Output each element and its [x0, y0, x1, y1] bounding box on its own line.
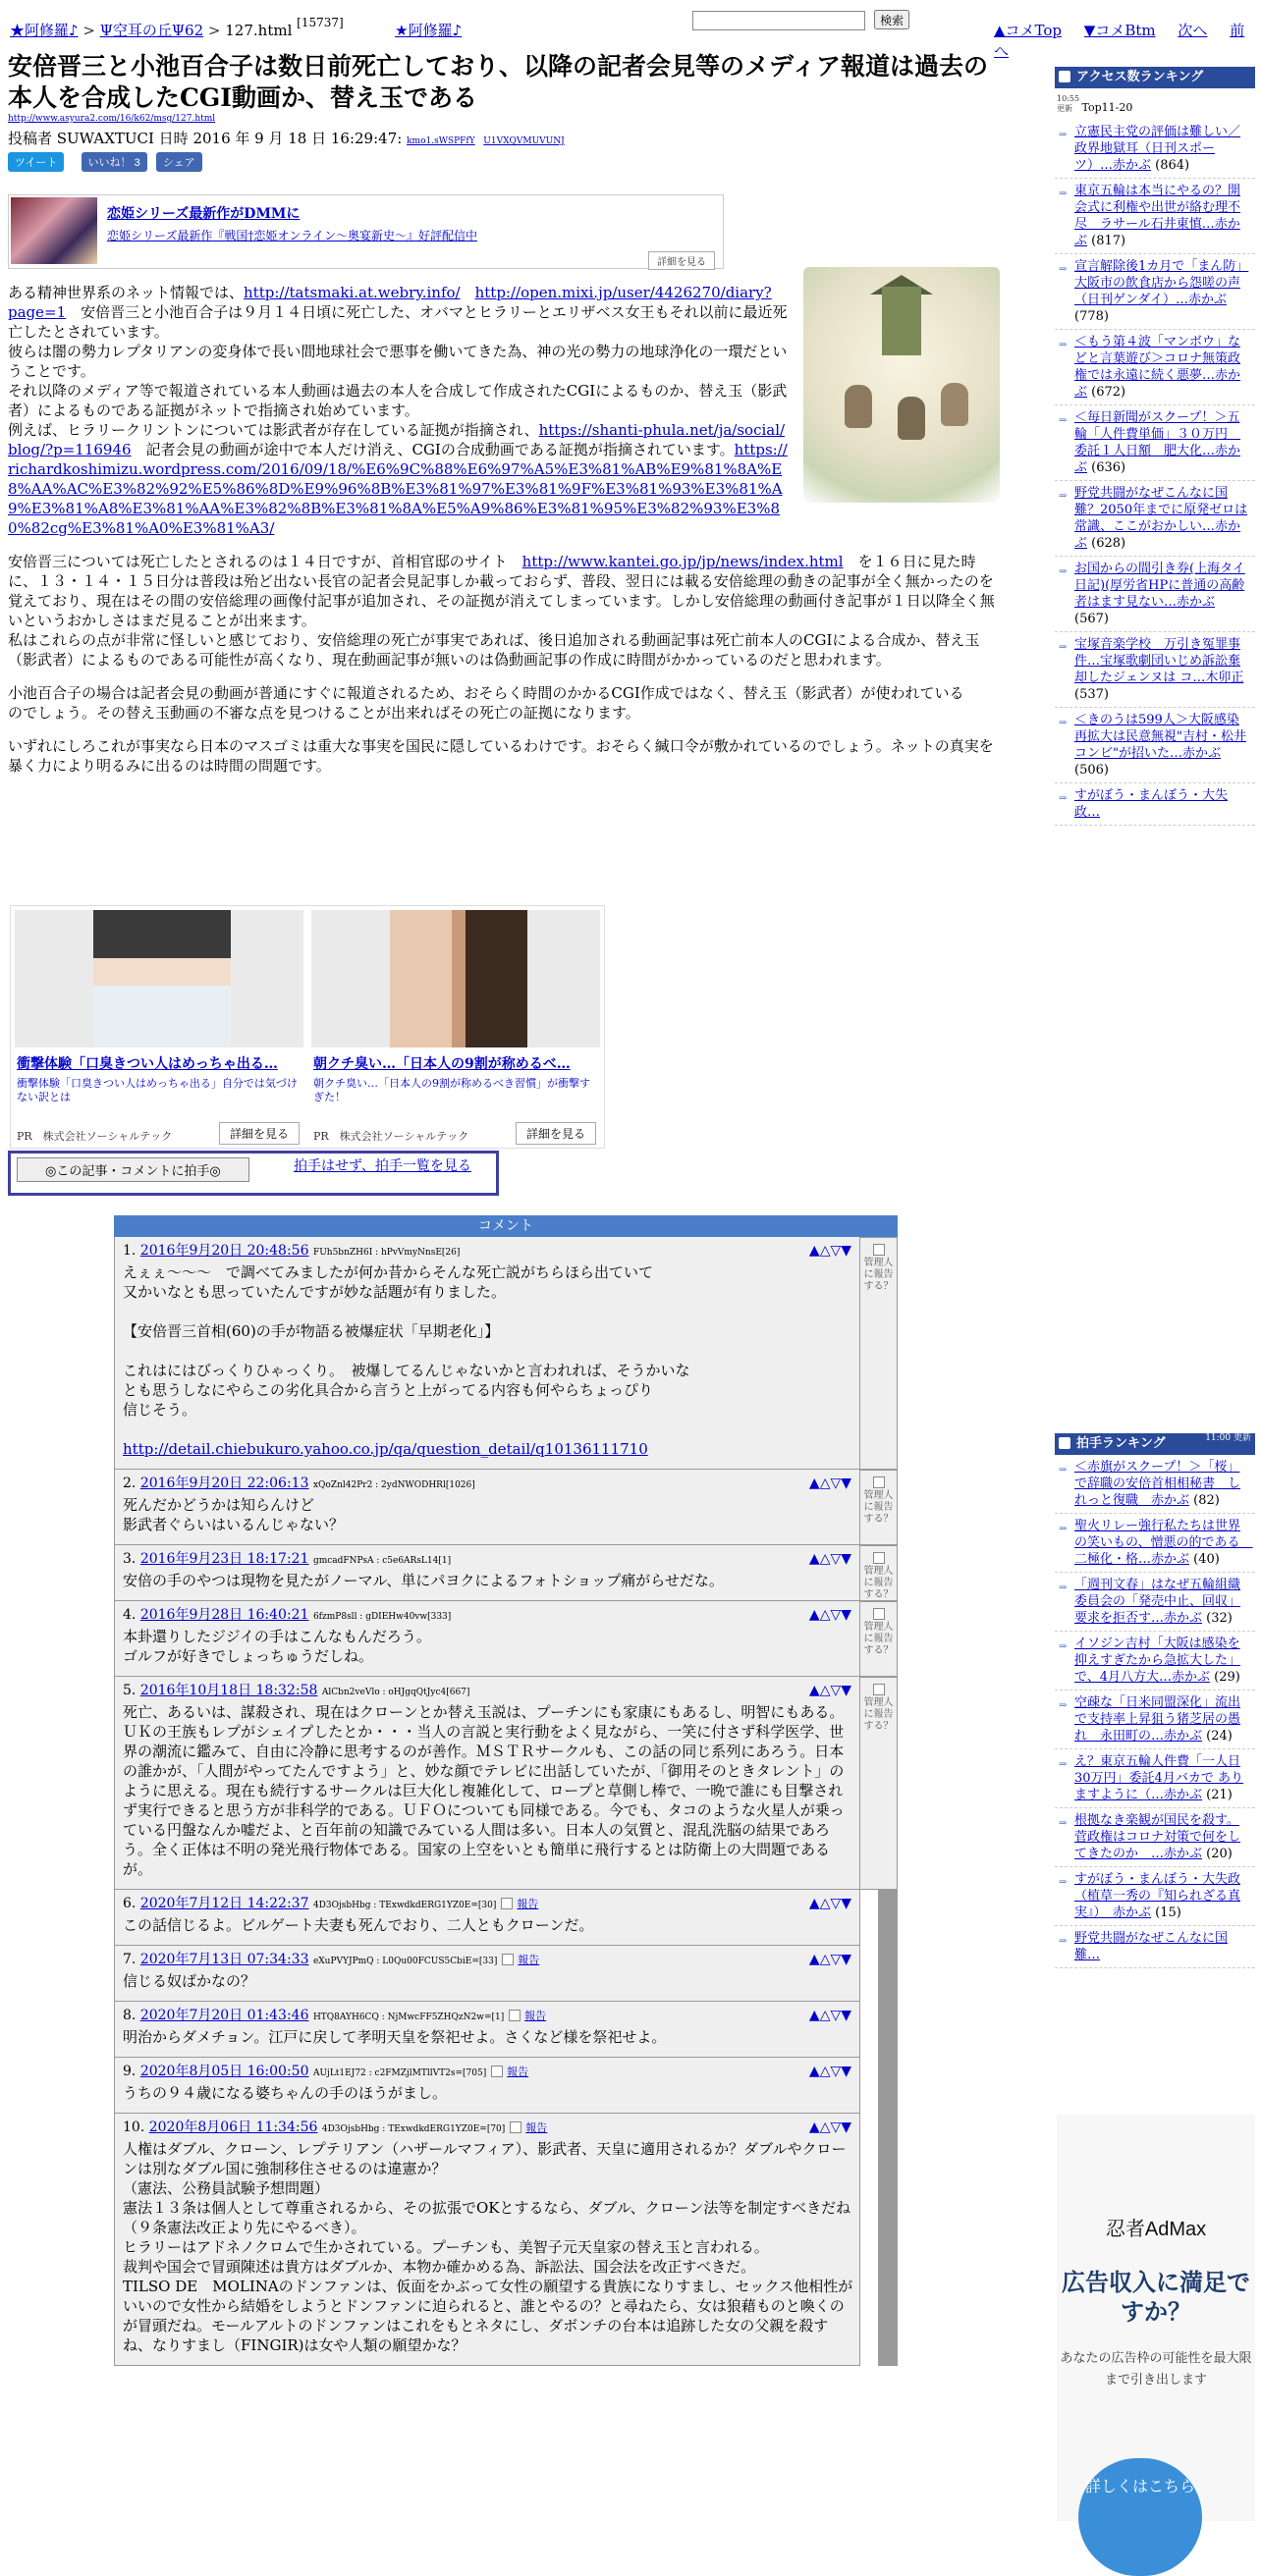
- comment-list: [114, 1237, 898, 2366]
- poster-id2-link[interactable]: U1VXQVMUVUNJ: [483, 136, 565, 146]
- bullet-icon: ⇒: [1059, 1877, 1068, 1888]
- ranking-item-count: (864): [1155, 158, 1190, 173]
- report-checkbox[interactable]: [509, 2010, 521, 2021]
- report-to-admin[interactable]: [860, 1470, 898, 1545]
- ad-description: 衝撃体験「口臭きつい人はめっちゃ出る」自分では気づけない訳とは: [17, 1077, 298, 1103]
- access-ranking-header: [1055, 67, 1255, 88]
- ranking-item[interactable]: [1055, 1749, 1255, 1808]
- report-to-admin[interactable]: [860, 1677, 898, 1890]
- ranking-item-count: (24): [1206, 1729, 1233, 1744]
- thread-file: 127.html: [225, 22, 293, 39]
- body-text: 記者会見の動画が途中で本人だけ消え、CGIの合成動画である証拠が指摘されています。: [131, 441, 735, 458]
- comment-text: 安倍の手のやつは現物を見たがノーマル、単にパヨクによるフォトショップ痛がらせだな。: [123, 1572, 724, 1589]
- comment-body: [114, 1237, 860, 1470]
- comment-text: [123, 1341, 853, 1361]
- ranking-title: アクセス数ランキング: [1076, 70, 1204, 84]
- ranking-item-count: (82): [1193, 1493, 1220, 1508]
- comment: [114, 2114, 898, 2366]
- ranking-item-link[interactable]: 宣言解除後1カ月で「まん防」大阪市の飲食店から怨嗟の声（日刊ゲンダイ）…赤かぶ: [1074, 259, 1249, 307]
- ranking-item[interactable]: [1055, 1573, 1255, 1632]
- body-text: 例えば、ヒラリークリントンについては影武者が存在している証拠が指摘され、: [8, 421, 539, 439]
- comment-text: 影武者ぐらいはいるんじゃない？: [123, 1516, 345, 1533]
- ranking-icon: [1059, 1437, 1070, 1449]
- comment-text: （憲法、公務員試験予想問題）: [123, 2179, 330, 2197]
- ranking-item[interactable]: [1055, 632, 1255, 708]
- comment-text: 本卦還りしたジジイの手はこんなもんだろう。: [123, 1628, 431, 1645]
- comment-number: 8.: [123, 2008, 137, 2023]
- ranking-item-link[interactable]: ＜毎日新聞がスクープ！＞五輪「人件費単価」３０万円 委託１人日額 肥大化…赤かぶ: [1074, 410, 1241, 475]
- ranking-item-count: (672): [1091, 385, 1126, 400]
- comment-header: [123, 2118, 853, 2139]
- comment: [114, 1946, 898, 2002]
- report-checkbox[interactable]: [501, 1898, 513, 1909]
- clap-box: [8, 1151, 499, 1196]
- comment-text: 信じそう。: [123, 1401, 197, 1419]
- ad-card[interactable]: [15, 910, 303, 1142]
- vote-arrows[interactable]: ▲△▽▼: [808, 1551, 851, 1567]
- sponsored-ads: [10, 905, 605, 1149]
- bullet-icon: ⇒: [1059, 642, 1068, 653]
- ranking-item-count: (40): [1193, 1552, 1220, 1567]
- vote-arrows[interactable]: ▲△▽▼: [808, 2120, 851, 2135]
- comment: [114, 1677, 898, 1890]
- bullet-icon: ⇒: [1059, 1759, 1068, 1770]
- ad-sponsor: PR 株式会社ソーシャルテック: [313, 1130, 469, 1143]
- comment-nav: [994, 20, 1261, 61]
- comment: [114, 1545, 898, 1601]
- ad-photo: [390, 910, 527, 1047]
- forum-link[interactable]: Ψ空耳の丘Ψ62: [99, 22, 204, 39]
- ad-card[interactable]: [311, 910, 600, 1142]
- comment-number: 3.: [123, 1551, 137, 1567]
- bullet-icon: ⇒: [1059, 1936, 1068, 1947]
- comment-author-ids: 6fzmP8sll : gDIEHw40vw[333]: [312, 1612, 452, 1622]
- bullet-icon: ⇒: [1059, 1465, 1068, 1476]
- comment-text: 信じる奴ばかなの？: [123, 1972, 256, 1990]
- comment-scrollbar: [878, 1890, 898, 1946]
- comment-number: 4.: [123, 1607, 137, 1623]
- comment-date-link[interactable]: 2020年8月06日 11:34:56: [148, 2120, 318, 2135]
- ranking-item-link[interactable]: お国からの間引き券(上海タイ日記)(厚労省HPに普通の高齢者はます見ない…赤かぶ: [1074, 562, 1245, 610]
- comment-text: うちの９４歳になる婆ちゃんの手のほうがまし。: [123, 2084, 448, 2102]
- comment-body: [114, 2002, 860, 2058]
- comment-author-ids: gmcadFNPsA : c5e6ARsL14[1]: [312, 1556, 452, 1566]
- ranking-item[interactable]: [1055, 557, 1255, 632]
- bullet-icon: ⇒: [1059, 1818, 1068, 1829]
- admax-subtext: あなたの広告枠の可能性を最大限まで引き出します: [1060, 2350, 1252, 2387]
- body-paragraph: [8, 283, 794, 538]
- report-link[interactable]: 報告: [517, 1898, 539, 1910]
- report-label: 管理人に報告する？: [863, 1566, 894, 1600]
- bullet-icon: ⇒: [1059, 264, 1068, 275]
- ranking-title: 拍手ランキング: [1076, 1436, 1166, 1451]
- ad-more-button[interactable]: 詳細を見る: [648, 251, 715, 270]
- comment-author-ids: HTQ8AYH6CQ : NjMwcFF5ZHQzN2w=[1]: [312, 2012, 505, 2022]
- comment-number: 6.: [123, 1896, 137, 1911]
- comment-text: [123, 1420, 853, 1439]
- comment-author-ids: xQoZnl42Pr2 : 2ydNWODHRl[1026]: [312, 1480, 475, 1490]
- ranking-icon: [1059, 71, 1070, 82]
- comment: [114, 1890, 898, 1946]
- ad-detail-button[interactable]: 詳細を見る: [219, 1122, 300, 1145]
- comment-text: TILSO DE MOLINAのドンファンは、仮面をかぶって女性の願望する貴族になりすまし、セックス他相性がいいので女性から結婚をしようとドンファンに迫られると、誰とやるの？と尋ねたら、女は狼藉ものと喚くのが冒頭だね。モールアルトのドンファンはこれをもとネタにし、ダボンチの台本は追跡した女の父親を殺すね、なりすまし（FINGIR)は女や人類の願望かな？: [123, 2278, 853, 2354]
- ranking-item-count: (506): [1074, 763, 1109, 778]
- bullet-icon: ⇒: [1059, 1583, 1068, 1593]
- comment-body: [114, 1601, 860, 1677]
- ranking-item-link[interactable]: ＜きのうは599人＞大阪感染再拡大は民意無視"吉村・松井コンビ"が招いた…赤かぶ: [1074, 713, 1246, 761]
- ranking-item[interactable]: [1055, 405, 1255, 481]
- comment-text: 裁判や国会で冒頭陳述は貴方はダブルか、本物か確かめる為、訴訟法、国会法を改正すべきだ。: [123, 2258, 756, 2276]
- report-label: 管理人に報告する？: [863, 1622, 894, 1656]
- body-text: 彼らは闇の勢力レプタリアンの変身体で長い間地球社会で悪事を働いてきた為、神の光の勢力の地球浄化の一環だということです。: [8, 343, 788, 380]
- comment-text: 明治からダメチョン。江戸に戻して孝明天皇を祭祀せよ。さくなど様を祭祀せよ。: [123, 2028, 667, 2046]
- body-text: 安倍晋三と小池百合子は９月１４日頃に死亡した、オバマとヒラリーとエリザベス女王もそれ以前に最近死亡したとされています。: [8, 303, 788, 341]
- comment-date-link[interactable]: 2020年8月05日 16:00:50: [139, 2064, 309, 2079]
- ranking-item-link[interactable]: 「週刊文春」はなぜ五輪組織委員会の「発売中止、回収」要求を拒否す…赤かぶ: [1074, 1578, 1241, 1626]
- ranking-item-link[interactable]: 宝塚音楽学校 万引き冤罪事件…宝塚歌劇団いじめ訴訟棄却したジェンヌは コ…木卯正: [1074, 637, 1244, 685]
- ranking-item-count: (567): [1074, 612, 1109, 626]
- ranking-item-link[interactable]: ＜赤旗がスクープ！＞「桜」で辞職の安倍首相相秘書 しれっと復職 赤かぶ: [1074, 1460, 1241, 1508]
- comment-scrollbar: [878, 2114, 898, 2366]
- body-paragraph: [8, 552, 1002, 670]
- report-label: 管理人に報告する？: [863, 1490, 894, 1525]
- comment-author-ids: 4D3OjsbHbg : TExwdkdERG1YZ0E=[30]: [312, 1901, 497, 1910]
- comment-body: [114, 2058, 860, 2114]
- bullet-icon: ⇒: [1059, 491, 1068, 502]
- comment-number: 9.: [123, 2064, 137, 2079]
- comment-date-link[interactable]: 2020年7月20日 01:43:46: [139, 2008, 309, 2023]
- ranking-item-count: (778): [1074, 309, 1109, 324]
- comments-section: [114, 1215, 898, 2366]
- report-to-admin[interactable]: [860, 1601, 898, 1677]
- comment-body: [114, 1545, 860, 1601]
- report-checkbox[interactable]: [873, 1476, 885, 1488]
- comment-body: [114, 1470, 860, 1545]
- ranking-item-link[interactable]: すがぼう・まんぼう・大失政（植草一秀の『知られざる真実』） 赤かぶ: [1074, 1872, 1241, 1920]
- source-link[interactable]: http://open.mixi.jp/user/4426270/diary?page=1: [8, 284, 772, 321]
- ranking-item-link[interactable]: え？東京五輪人件費「一人日30万円」委託4月バカで ありますように（…赤かぶ: [1074, 1754, 1243, 1802]
- report-checkbox[interactable]: [502, 1954, 514, 1965]
- search-form: [692, 10, 909, 30]
- comment-date-link[interactable]: 2016年9月23日 18:17:21: [139, 1551, 309, 1567]
- poster-id-link[interactable]: kmo1.sWSPFfY: [407, 136, 475, 146]
- vote-arrows[interactable]: ▲△▽▼: [808, 2008, 851, 2023]
- comments-header: コメント: [114, 1215, 898, 1237]
- ranking-item[interactable]: [1055, 254, 1255, 330]
- report-link[interactable]: 報告: [518, 1954, 540, 1966]
- ad-photo: [93, 910, 231, 1047]
- top-ad[interactable]: [8, 194, 724, 269]
- clap-button[interactable]: ◎この記事・コメントに拍手◎: [17, 1157, 249, 1182]
- vote-arrows[interactable]: ▲△▽▼: [808, 1896, 851, 1911]
- report-label: 管理人に報告する？: [863, 1258, 894, 1292]
- comment-header: [123, 1681, 853, 1702]
- comment-header: [123, 2062, 853, 2083]
- ranking-time: 11:00 更新: [1205, 1433, 1251, 1443]
- vote-arrows[interactable]: ▲△▽▼: [808, 1607, 851, 1623]
- bullet-icon: ⇒: [1059, 793, 1068, 804]
- ranking-item[interactable]: [1055, 330, 1255, 405]
- ranking-item-count: (32): [1206, 1611, 1233, 1626]
- ranking-item[interactable]: [1055, 1867, 1255, 1926]
- comment-text: 人権はダブル、クローン、レプテリアン（ハザールマフィア）、影武者、天皇に適用されるか？ダブルやクローンは別なダブル国に強制移住させるのは違憲か？: [123, 2140, 847, 2177]
- ranking-item[interactable]: [1055, 1514, 1255, 1573]
- comment-header: [123, 1950, 853, 1971]
- ranking-item[interactable]: [1055, 179, 1255, 254]
- ranking-item-count: (29): [1214, 1670, 1240, 1685]
- bullet-icon: ⇒: [1059, 1700, 1068, 1711]
- comment-date-link[interactable]: 2016年9月20日 22:06:13: [139, 1476, 309, 1491]
- ad-image: [311, 910, 600, 1047]
- source-link[interactable]: http://tatsmaki.at.webry.info/: [244, 284, 461, 301]
- comment-scrollbar: [878, 2002, 898, 2058]
- comment: [114, 2058, 898, 2114]
- clap-ranking-header: [1055, 1433, 1255, 1455]
- comment-date-link[interactable]: 2016年10月18日 18:32:58: [139, 1683, 318, 1698]
- comment-scrollbar: [878, 2058, 898, 2114]
- comment-text: この話信じるよ。ビルゲート夫妻も死んでおり、二人ともクローンだ。: [123, 1916, 594, 1934]
- article-illustration: [803, 267, 1000, 503]
- ranking-item-link[interactable]: 根拠なき楽観が国民を殺す。菅政権はコロナ対策で何をしてきたのか …赤かぶ: [1074, 1813, 1241, 1861]
- comment-scrollbar: [878, 1946, 898, 2002]
- tweet-button[interactable]: ツイート: [8, 152, 64, 172]
- bullet-icon: ⇒: [1059, 130, 1068, 140]
- bullet-icon: ⇒: [1059, 340, 1068, 350]
- comment-author-ids: eXuPVYJPmQ : L0Qu00FCUS5CbiE=[33]: [312, 1957, 498, 1966]
- article-url-link[interactable]: http://www.asyura2.com/16/k62/msg/127.html: [8, 114, 216, 124]
- comment-author-ids: FUh5bnZH6I : hPvVmyNnsE[26]: [312, 1248, 461, 1258]
- report-checkbox[interactable]: [873, 1552, 885, 1564]
- bullet-icon: ⇒: [1059, 1641, 1068, 1652]
- breadcrumb-separator: >: [82, 22, 95, 39]
- bullet-icon: ⇒: [1059, 566, 1068, 577]
- ranking-item[interactable]: [1055, 708, 1255, 783]
- ad-headline[interactable]: 衝撃体験「口臭きつい人はめっちゃ出る…: [17, 1056, 278, 1072]
- ranking-item[interactable]: [1055, 783, 1255, 826]
- comment-text: えぇぇ～～～ で調べてみましたが何か昔からそんな死亡説がちらほら出ていて: [123, 1263, 654, 1281]
- ranking-item-link[interactable]: イソジン吉村「大阪は感染を抑えすぎたから急拡大した」で、4月八方大…赤かぶ: [1074, 1637, 1241, 1685]
- comment: [114, 1470, 898, 1545]
- ranking-range-label: Top11-20: [1081, 101, 1133, 114]
- illustration-cat: [898, 397, 925, 440]
- comment-text: 又かいなとも思っていたんですが妙な話題が有りました。: [123, 1283, 507, 1301]
- bullet-icon: ⇒: [1059, 415, 1068, 426]
- comment-text: 死亡、あるいは、謀殺され、現在はクローンとか替え玉説は、プーチンにも家康にもあるし、明智にもある。ＵＫの王族もレプがシェイプしたとか・・・当人の言説と実行動をよく見ながら、一笑に付さず科学医学、世界の潮流に鑑みて、自由に冷静に思考するのが善作。ＭＳＴＲサークルも、この話の同じ系列にあろう。日本の誰かが、「人間がやってたんですよう」と、妙な顔でテレビに出話していたが、「御用そのときタレント」のように思える。現在も続行するサークルは巨大化し複雑化して、ロープと草側し棒で、一晩で誰にも目撃されず実行できると思う方が非科学的である。ＵＦＯについても同様である。今でも、タコのような火星人が乗っている円盤なんか嘘だよ、と百年前の知識でみている人間は多い。日本人の気質と、混乱洗脳の結果であろう。全く正体は不明の発光飛行物体である。国家の上空をいとも簡単に飛行するとは防衛上の大問題であるが。: [123, 1703, 845, 1878]
- comment-body: [114, 1890, 860, 1946]
- comment-date-link[interactable]: 2016年9月28日 16:40:21: [139, 1607, 309, 1623]
- ranking-item-count: (15): [1155, 1905, 1181, 1920]
- comment-text: 憲法１３条は個人として尊重されるから、その拡張でOKとするなら、ダブル、クローン法等を制定すべきだね（９条憲法改正より先にやるべき）。: [123, 2199, 851, 2236]
- ranking-item[interactable]: [1055, 1632, 1255, 1690]
- illustration-house: [882, 287, 921, 355]
- source-link[interactable]: http://www.kantei.go.jp/jp/news/index.html: [521, 553, 844, 570]
- next-link[interactable]: 次へ: [1178, 22, 1208, 39]
- clap-ranking-list: [1055, 1455, 1255, 1968]
- ranking-time: 10:55 更新: [1057, 94, 1080, 113]
- body-text: それ以降のメディア等で報道されている本人動画は過去の本人を合成して作成されたCGIによるものか、替え玉（影武者）によるものである証拠がネットで指摘され始めています。: [8, 382, 788, 419]
- breadcrumb-separator: >: [207, 22, 221, 39]
- ad-headline[interactable]: 朝クチ臭い…「日本人の9割が称めるべ…: [313, 1056, 571, 1072]
- board-link[interactable]: ★阿修羅♪: [10, 22, 79, 39]
- comment-number: 10.: [123, 2120, 145, 2135]
- ranking-item-link[interactable]: ＜もう第４波「マンボウ」などと言葉遊び＞コロナ無策政権では永遠に続く悪夢…赤かぶ: [1074, 335, 1241, 400]
- ranking-item-link[interactable]: 野党共闘がなぜこんなに国難？2050年までに原発ゼロは常識、ここがおかしい…赤かぶ: [1074, 486, 1248, 551]
- ranking-range: [1055, 88, 1255, 120]
- body-text: 安倍晋三については死亡したとされるのは１４日ですが、首相官邸のサイト: [8, 553, 522, 570]
- comment-link[interactable]: http://detail.chiebukuro.yahoo.co.jp/qa/question_detail/q10136111710: [123, 1440, 648, 1458]
- vote-arrows[interactable]: ▲△▽▼: [808, 1243, 851, 1259]
- ad-description: 朝クチ臭い…「日本人の9割が称めるべき習慣」が衝撃すぎた！: [313, 1077, 590, 1103]
- comment-header: [123, 1474, 853, 1495]
- ranking-item-count: (20): [1206, 1847, 1233, 1861]
- admax-logo: 忍者AdMax: [1105, 2219, 1207, 2240]
- ad-image: [15, 910, 303, 1047]
- ad-detail-button[interactable]: 詳細を見る: [516, 1122, 596, 1145]
- ranking-item[interactable]: [1055, 1690, 1255, 1749]
- ad-description[interactable]: 恋姫シリーズ最新作『戦国†恋姫オンライン～奥宴新史～』好評配信中: [107, 229, 478, 242]
- comment-author-ids: AlCbn2veVlo : oHJgqQtJyc4[667]: [321, 1688, 470, 1697]
- comment-bottom-link[interactable]: ▼コメBtm: [1083, 22, 1156, 39]
- illustration-cat: [845, 385, 872, 428]
- report-link[interactable]: 報告: [525, 2121, 548, 2134]
- comment-body: [114, 1946, 860, 2002]
- ranking-item[interactable]: [1055, 120, 1255, 179]
- admax-headline: 広告収入に満足ですか？: [1062, 2270, 1250, 2326]
- social-buttons: [8, 151, 202, 172]
- comment-header: [123, 1549, 853, 1571]
- body-text: 私はこれらの点が非常に怪しいと感じており、安倍総理の死亡が事実であれば、後日追加される動画記事は死亡前本人のCGIによる合成か、替え玉（影武者）によるものである可能性が高くなり、現在動画記事が無いのは偽動画記事の作成に時間がかかっているのだと思われます。: [8, 631, 980, 669]
- search-button[interactable]: 検索: [874, 10, 909, 29]
- ranking-item-link[interactable]: 野党共闘がなぜこんなに国難…: [1074, 1931, 1229, 1962]
- bullet-icon: ⇒: [1059, 188, 1068, 199]
- clap-ranking: [1055, 1433, 1255, 1968]
- body-text: ある精神世界系のネット情報では、: [8, 284, 245, 301]
- report-checkbox[interactable]: [873, 1608, 885, 1620]
- comment-date-link[interactable]: 2020年7月12日 14:22:37: [139, 1896, 309, 1911]
- report-checkbox[interactable]: [873, 1244, 885, 1256]
- source-link[interactable]: https://richardkoshimizu.wordpress.com/2016/09/18/%E6%9C%88%E6%97%A5%E3%81%AB%E9%81%8A%E8%AA%AC%E3%82%92%E5%86%8D%E9%96%8B%E3%81%97%E3%81%9F%E3%81%93%E3%81%A9%E3%81%A8%E3%81%AA%E3%82%8B%E3%81%8A%E5%A9%86%E3%81%95%E3%82%93%E3%80%82cg%E3%81%A0%E3%81%A3/: [8, 441, 788, 537]
- ranking-item-link[interactable]: 空疎な「日米同盟深化」流出で支持率上昇狙う猪芝居の愚れ 永田町の…赤かぶ: [1074, 1695, 1241, 1744]
- ranking-item-count: (628): [1091, 536, 1126, 551]
- ranking-item[interactable]: [1055, 1455, 1255, 1514]
- illustration-cat: [941, 383, 968, 426]
- comment-text: 死んだかどうかは知らんけど: [123, 1496, 315, 1514]
- comment-number: 2.: [123, 1476, 137, 1491]
- comment-number: 1.: [123, 1243, 137, 1259]
- comment-body: [114, 2114, 860, 2366]
- comment-number: 7.: [123, 1952, 137, 1967]
- comment-author-ids: AUjLt1EJ72 : c2FMZjlMTllVT2s=[705]: [312, 2068, 487, 2078]
- admax-ad[interactable]: [1057, 2115, 1255, 2521]
- comment-text: [123, 1302, 853, 1321]
- home-link[interactable]: ★阿修羅♪: [395, 22, 463, 39]
- ranking-item-count: (21): [1206, 1788, 1233, 1802]
- comment-header: [123, 1894, 853, 1915]
- access-ranking: [1055, 67, 1255, 826]
- body-text: 小池百合子の場合は記者会見の動画が普通にすぐに報道されるため、おそらく時間のかかるCGI作成ではなく、替え玉（影武者）が使われている: [8, 684, 964, 702]
- ranking-item[interactable]: [1055, 481, 1255, 557]
- search-input[interactable]: [692, 11, 865, 30]
- vote-arrows[interactable]: ▲△▽▼: [808, 1952, 851, 1967]
- comment-body: [114, 1677, 860, 1890]
- vote-arrows[interactable]: ▲△▽▼: [808, 1476, 851, 1491]
- ad-image: [11, 197, 97, 264]
- admax-cta-button[interactable]: 詳しくはこちら: [1078, 2458, 1202, 2576]
- ranking-item-link[interactable]: 東京五輪は本当にやるの？開会式に利権や出世が絡む理不尽 ラサール石井東慎…赤かぶ: [1074, 184, 1241, 248]
- comment-text: これはにはびっくりひゃっくり。 被爆してるんじゃないかと言われれば、そうかいな: [123, 1362, 690, 1379]
- thread-count: [15737]: [297, 16, 344, 29]
- ad-sponsor: PR 株式会社ソーシャルテック: [17, 1130, 173, 1143]
- ranking-item-link[interactable]: すがぼう・まんぼう・大失政…: [1074, 788, 1229, 820]
- like-button[interactable]: いいね！ 3: [82, 152, 147, 172]
- comment-author-ids: 4D3OjsbHbg : TExwdkdERG1YZ0E=[70]: [321, 2124, 506, 2134]
- clap-list-link[interactable]: 拍手はせず、拍手一覧を見る: [294, 1158, 471, 1174]
- ad-title[interactable]: 恋姫シリーズ最新作がDMMに: [107, 206, 301, 222]
- article-url: [8, 114, 215, 124]
- report-link[interactable]: 報告: [524, 2010, 547, 2022]
- bullet-icon: ⇒: [1059, 718, 1068, 728]
- comment-text: ゴルフが好きでしょっちゅうだしね。: [123, 1647, 374, 1665]
- vote-arrows[interactable]: ▲△▽▼: [808, 1683, 851, 1698]
- report-to-admin[interactable]: [860, 1237, 898, 1470]
- bullet-icon: ⇒: [1059, 1524, 1068, 1534]
- report-checkbox[interactable]: [873, 1684, 885, 1695]
- comment-header: [123, 1605, 853, 1627]
- page-title: 安倍晋三と小池百合子は数日前死亡しており、以降の記者会見等のメディア報道は過去の本人を合成したCGI動画か、替え玉である: [8, 52, 989, 112]
- ranking-item[interactable]: [1055, 1808, 1255, 1867]
- access-ranking-list: [1055, 120, 1255, 826]
- body-paragraph: いずれにしろこれが事実なら日本のマスゴミは重大な事実を国民に隠しているわけです。おそらく緘口令が敷かれているのでしょう。ネットの真実を暴く力により明るみに出るのは時間の問題です。: [8, 737, 994, 775]
- body-text: を１６日に見た時に、１３・１４・１５日分は普段は殆ど出ない長官の記者会見記事しか載っておらず、普段、翌日には載る安倍総理の動きの記事が全く無かったのを覚えており、現在はその間の安倍総理の画像付記事が追加され、その証拠が消えてしまっています。しかし安倍総理の動画付き記事が１日以降全く無いというおかしさはまだ見ることが出来ます。: [8, 553, 995, 629]
- ranking-item-link[interactable]: 聖火リレー強行私たちは世界の笑いもの、憎悪の的である 二極化・格…赤かぶ: [1074, 1519, 1253, 1567]
- comment-text: ヒラリーはアドネノクロムで生かされている。プーチンも、美智子元天皇家の替え玉と言われる。: [123, 2238, 769, 2256]
- comment: [114, 1601, 898, 1677]
- source-link[interactable]: https://shanti-phula.net/ja/social/blog/?p=116946: [8, 421, 786, 458]
- comment-date-link[interactable]: 2020年7月13日 07:34:33: [139, 1952, 309, 1967]
- report-to-admin[interactable]: [860, 1545, 898, 1601]
- ranking-item[interactable]: [1055, 1926, 1255, 1968]
- ranking-item-link[interactable]: 立憲民主党の評価は難しい／政界地獄耳（日刊スポーツ）…赤かぶ: [1074, 125, 1241, 173]
- body-text: のでしょう。その替え玉動画の不審な点を見つけることが出来ればその死亡の証拠になります。: [8, 704, 640, 722]
- prev-link[interactable]: 前へ: [994, 22, 1245, 60]
- report-checkbox[interactable]: [491, 2066, 503, 2077]
- comment-date-link[interactable]: 2016年9月20日 20:48:56: [139, 1243, 309, 1259]
- poster-info: 投稿者 SUWAXTUCI 日時 2016 年 9 月 18 日 16:29:47:: [8, 130, 403, 147]
- comment-text: 【安倍晋三首相(60)の手が物語る被爆症状「早期老化」】: [123, 1322, 500, 1340]
- report-link[interactable]: 報告: [507, 2066, 529, 2078]
- comment: [114, 1237, 898, 1470]
- comment-header: [123, 2006, 853, 2027]
- ranking-item-count: (636): [1091, 460, 1126, 475]
- poster-line: [8, 128, 565, 148]
- ranking-item-count: (537): [1074, 687, 1109, 702]
- body-paragraph: [8, 683, 1002, 723]
- ranking-item-count: (817): [1091, 234, 1126, 248]
- vote-arrows[interactable]: ▲△▽▼: [808, 2064, 851, 2079]
- comment-header: [123, 1241, 853, 1262]
- breadcrumb: [10, 16, 463, 40]
- comment-text: とも思うしなにやらこの劣化具合から言うと上がってる内容も何やらちょっぴり: [123, 1381, 654, 1399]
- comment-number: 5.: [123, 1683, 137, 1698]
- comment-top-link[interactable]: ▲コメTop: [994, 22, 1063, 39]
- report-label: 管理人に報告する？: [863, 1697, 894, 1732]
- comment: [114, 2002, 898, 2058]
- report-checkbox[interactable]: [510, 2121, 521, 2133]
- share-button[interactable]: シェア: [156, 152, 202, 172]
